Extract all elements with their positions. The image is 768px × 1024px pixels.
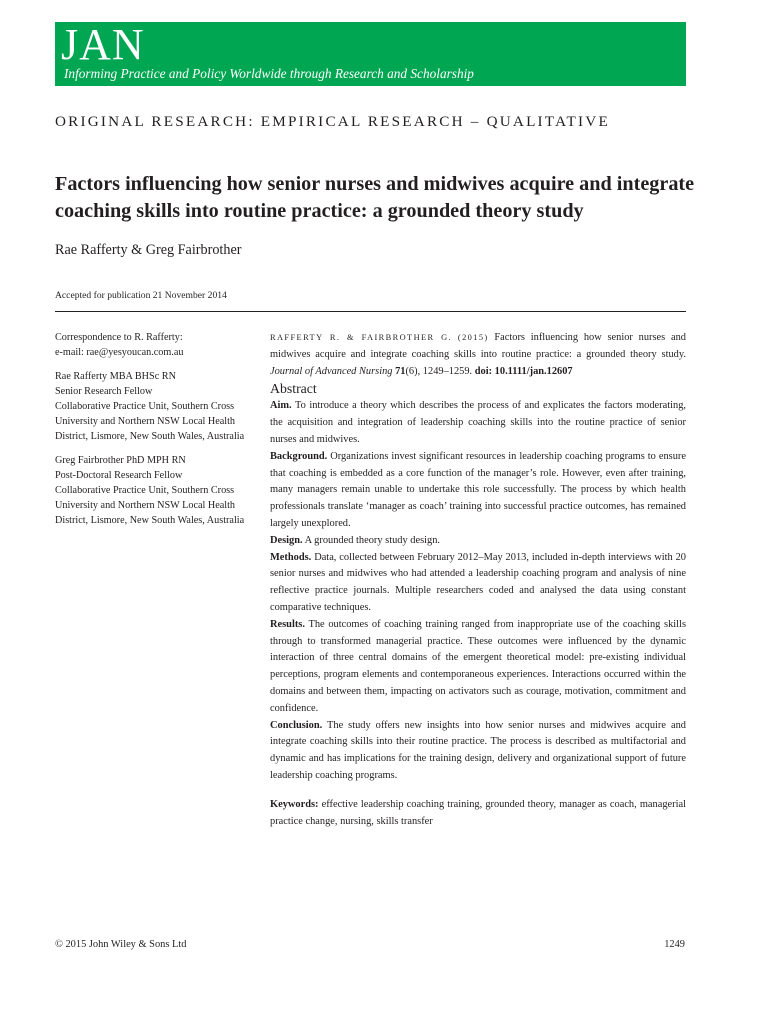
citation-doi: doi: 10.1111/jan.12607: [474, 365, 573, 377]
results-text: The outcomes of coaching training ranged from inappropriate use of the coaching skills through to transformed managerial practice. These outcomes were influenced by the dynamic interaction of three central domains of the emergent theoretical model: pre-existing individual perceptions, program elements and contemporaneous experiences. Interactions occurred within the domains and between them, impacting on activators such as courage, motivation, commitment and confidence.: [270, 618, 686, 714]
methods-text: Data, collected between February 2012–May 2013, included in-depth interviews with 20 senior nurses and midwives who had attended a leadership coaching program and analysis of nine reflective practice journals. Multiple researchers coded and analysed the data using constant comparative techniques.: [270, 551, 686, 613]
abstract-methods: [270, 550, 686, 617]
citation-authors: RAFFERTY R. & FAIRBROTHER G.: [270, 333, 453, 342]
background-text: Organizations invest significant resources in leadership coaching programs to ensure that coaching is embedded as a core function of the manager’s role. However, even after training, many managers remain unable to undertake this role successfully. The process by which health professionals translate ‘manager as coach’ training into successful practice outcomes, has remained largely unexplored.: [270, 450, 686, 529]
aim-label: Aim.: [270, 400, 292, 412]
conclusion-text: The study offers new insights into how senior nurses and midwives acquire and integrate coaching skills into their routine practice. The process is described as multifactorial and dynamic and has implications for the training design, delivery and organizational support of future leadership coaching programs.: [270, 719, 686, 781]
journal-logo: JAN: [61, 20, 145, 69]
abstract-heading: Abstract: [270, 381, 317, 397]
section-label: ORIGINAL RESEARCH: EMPIRICAL RESEARCH – QUALITATIVE: [55, 113, 610, 130]
author1-affiliation: Collaborative Practice Unit, Southern Cross University and Northern NSW Local Health District, Lismore, New South Wales, Australia: [55, 401, 245, 442]
citation: [270, 330, 686, 380]
citation-issue: (6),: [405, 365, 421, 377]
correspondence-email: e-mail: rae@yesyoucan.com.au: [55, 347, 184, 358]
abstract-column: [270, 330, 686, 830]
citation-pages: 1249–1259.: [422, 365, 473, 377]
header-divider: [55, 311, 686, 312]
results-label: Results.: [270, 618, 305, 630]
journal-tagline: Informing Practice and Policy Worldwide through Research and Scholarship: [64, 66, 474, 81]
author2-block: [55, 453, 265, 528]
journal-banner: [55, 22, 686, 86]
author1-role: Senior Research Fellow: [55, 386, 153, 397]
author2-role: Post-Doctoral Research Fellow: [55, 470, 183, 481]
abstract-design: [270, 533, 686, 550]
author-info-column: [55, 330, 265, 537]
keywords: [270, 797, 686, 831]
author1-block: [55, 369, 265, 444]
correspondence: [55, 330, 265, 360]
methods-label: Methods.: [270, 551, 312, 563]
keywords-text: effective leadership coaching training, grounded theory, manager as coach, managerial practice change, nursing, skills transfer: [270, 798, 686, 827]
design-label: Design.: [270, 534, 303, 546]
author2-name: Greg Fairbrother PhD MPH RN: [55, 455, 186, 466]
citation-year: (2015): [457, 333, 489, 342]
abstract-conclusion: [270, 718, 686, 785]
citation-text: Factors influencing how senior nurses and midwives acquire and integrate coaching skills into routine practice: a grounded theory study.: [270, 332, 686, 360]
keywords-label: Keywords:: [270, 798, 319, 810]
citation-volume: 71: [395, 365, 406, 377]
conclusion-label: Conclusion.: [270, 719, 323, 731]
abstract-background: [270, 449, 686, 533]
accepted-date: Accepted for publication 21 November 2014: [55, 290, 227, 301]
page-number: 1249: [664, 939, 685, 950]
background-label: Background.: [270, 450, 328, 462]
correspondence-line: Correspondence to R. Rafferty:: [55, 332, 183, 343]
abstract-aim: [270, 398, 686, 448]
author1-name: Rae Rafferty MBA BHSc RN: [55, 371, 176, 382]
citation-journal: Journal of Advanced Nursing: [270, 365, 393, 377]
article-title: Factors influencing how senior nurses and midwives acquire and integrate coaching skills into routine practice: a grounded theory study: [55, 173, 695, 222]
aim-text: To introduce a theory which describes the process of and explicates the factors moderating, the acquisition and integration of leadership coaching skills into the routine practice of senior nurses and midwives.: [270, 400, 686, 445]
copyright: © 2015 John Wiley & Sons Ltd: [55, 939, 187, 950]
abstract-results: [270, 617, 686, 718]
design-text: A grounded theory study design.: [304, 534, 441, 546]
author2-affiliation: Collaborative Practice Unit, Southern Cross University and Northern NSW Local Health District, Lismore, New South Wales, Australia: [55, 485, 245, 526]
article-authors: Rae Rafferty & Greg Fairbrother: [55, 242, 242, 258]
